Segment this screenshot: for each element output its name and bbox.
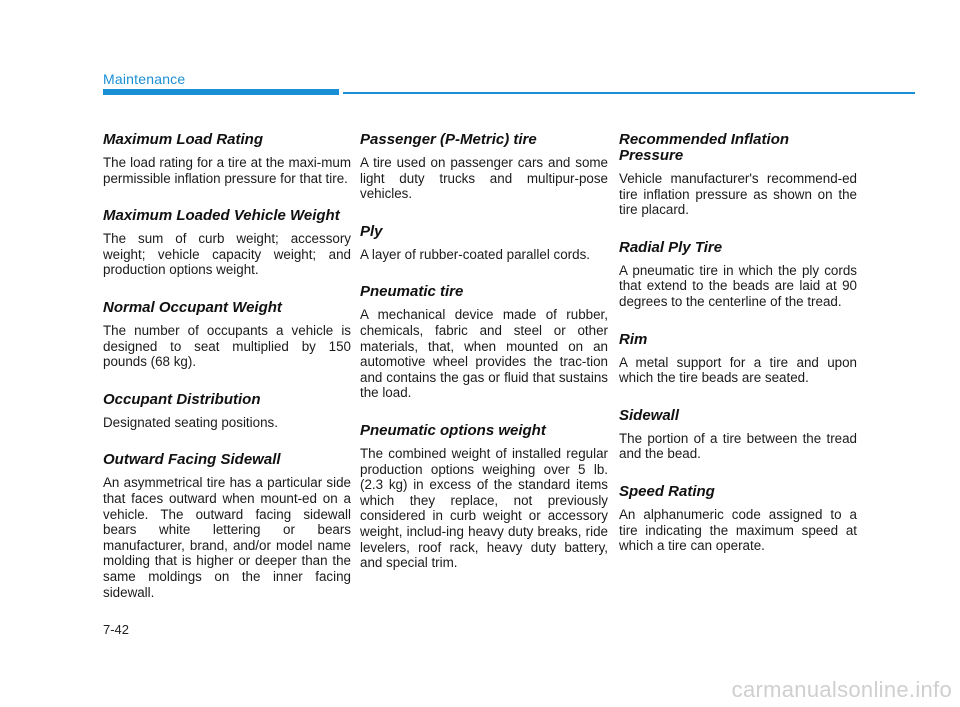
- glossary-term: Ply: [360, 222, 383, 240]
- section-header-title: Maintenance: [103, 71, 186, 87]
- glossary-definition: An alphanumeric code assigned to a tire indicating the maximum speed at which a tire can operate.: [619, 506, 857, 554]
- header-rule-thick: [103, 89, 339, 95]
- glossary-definition: Vehicle manufacturer's recommend-ed tire inflation pressure as shown on the tire placard.: [619, 171, 857, 218]
- glossary-term: Radial Ply Tire: [619, 238, 723, 256]
- page-number: 7-42: [103, 622, 130, 637]
- glossary-definition: A pneumatic tire in which the ply cords that extend to the beads are laid at 90 degrees to the centerline of the tread.: [619, 262, 857, 309]
- glossary-definition: The portion of a tire between the tread and the bead.: [619, 430, 857, 462]
- glossary-term: Maximum Load Rating: [103, 131, 264, 148]
- header-rule-thin: [343, 92, 915, 94]
- glossary-term: Occupant Distribution: [103, 390, 261, 408]
- glossary-definition: A layer of rubber-coated parallel cords.: [360, 246, 590, 262]
- glossary-column-2: [360, 132, 608, 593]
- glossary-definition: A metal support for a tire and upon which the tire beads are seated.: [619, 354, 857, 386]
- glossary-definition: The combined weight of installed regular production options weighing over 5 lb. (2.3 kg) in excess of the standard items which they replace, not previously considered in curb weight or accessory weight, includ-ing heavy duty breaks, ride levelers, roof rack, heavy duty battery, and special trim.: [360, 445, 608, 571]
- glossary-term: Recommended Inflation Pressure: [619, 131, 790, 164]
- glossary-definition: A mechanical device made of rubber, chemicals, fabric and steel or other materials, that, when mounted on an automotive wheel provides the trac-tion and contains the gas or fluid that sustains the load.: [360, 307, 608, 401]
- glossary-column-1: [103, 132, 351, 622]
- glossary-term: Pneumatic tire: [360, 283, 464, 301]
- glossary-term: Pneumatic options weight: [360, 421, 546, 439]
- glossary-definition: The sum of curb weight; accessory weight; vehicle capacity weight; and production options weight.: [103, 231, 351, 278]
- glossary-term: Outward Facing Sidewall: [103, 451, 281, 469]
- glossary-definition: An asymmetrical tire has a particular side that faces outward when mount-ed on a vehicle. The outward facing sidewall bears white lettering or bears manufacturer, brand, and/or model name molding that is higher or deeper than the same moldings on the inner facing sidewall.: [103, 475, 351, 600]
- glossary-term: Rim: [619, 330, 648, 348]
- glossary-term: Sidewall: [619, 406, 680, 424]
- glossary-column-3: [619, 132, 857, 576]
- glossary-term: Normal Occupant Weight: [103, 298, 282, 316]
- glossary-definition: The number of occupants a vehicle is designed to seat multiplied by 150 pounds (68 kg).: [103, 322, 351, 370]
- glossary-term: Speed Rating: [619, 482, 715, 500]
- glossary-term: Maximum Loaded Vehicle Weight: [103, 207, 340, 225]
- watermark-text: carmanualsonline.info: [731, 677, 952, 702]
- glossary-definition: A tire used on passenger cars and some light duty trucks and multipur-pose vehicles.: [360, 155, 608, 202]
- glossary-term: Passenger (P-Metric) tire: [360, 131, 537, 148]
- glossary-definition: Designated seating positions.: [103, 414, 278, 430]
- glossary-definition: The load rating for a tire at the maxi-mum permissible inflation pressure for that tire.: [103, 155, 351, 186]
